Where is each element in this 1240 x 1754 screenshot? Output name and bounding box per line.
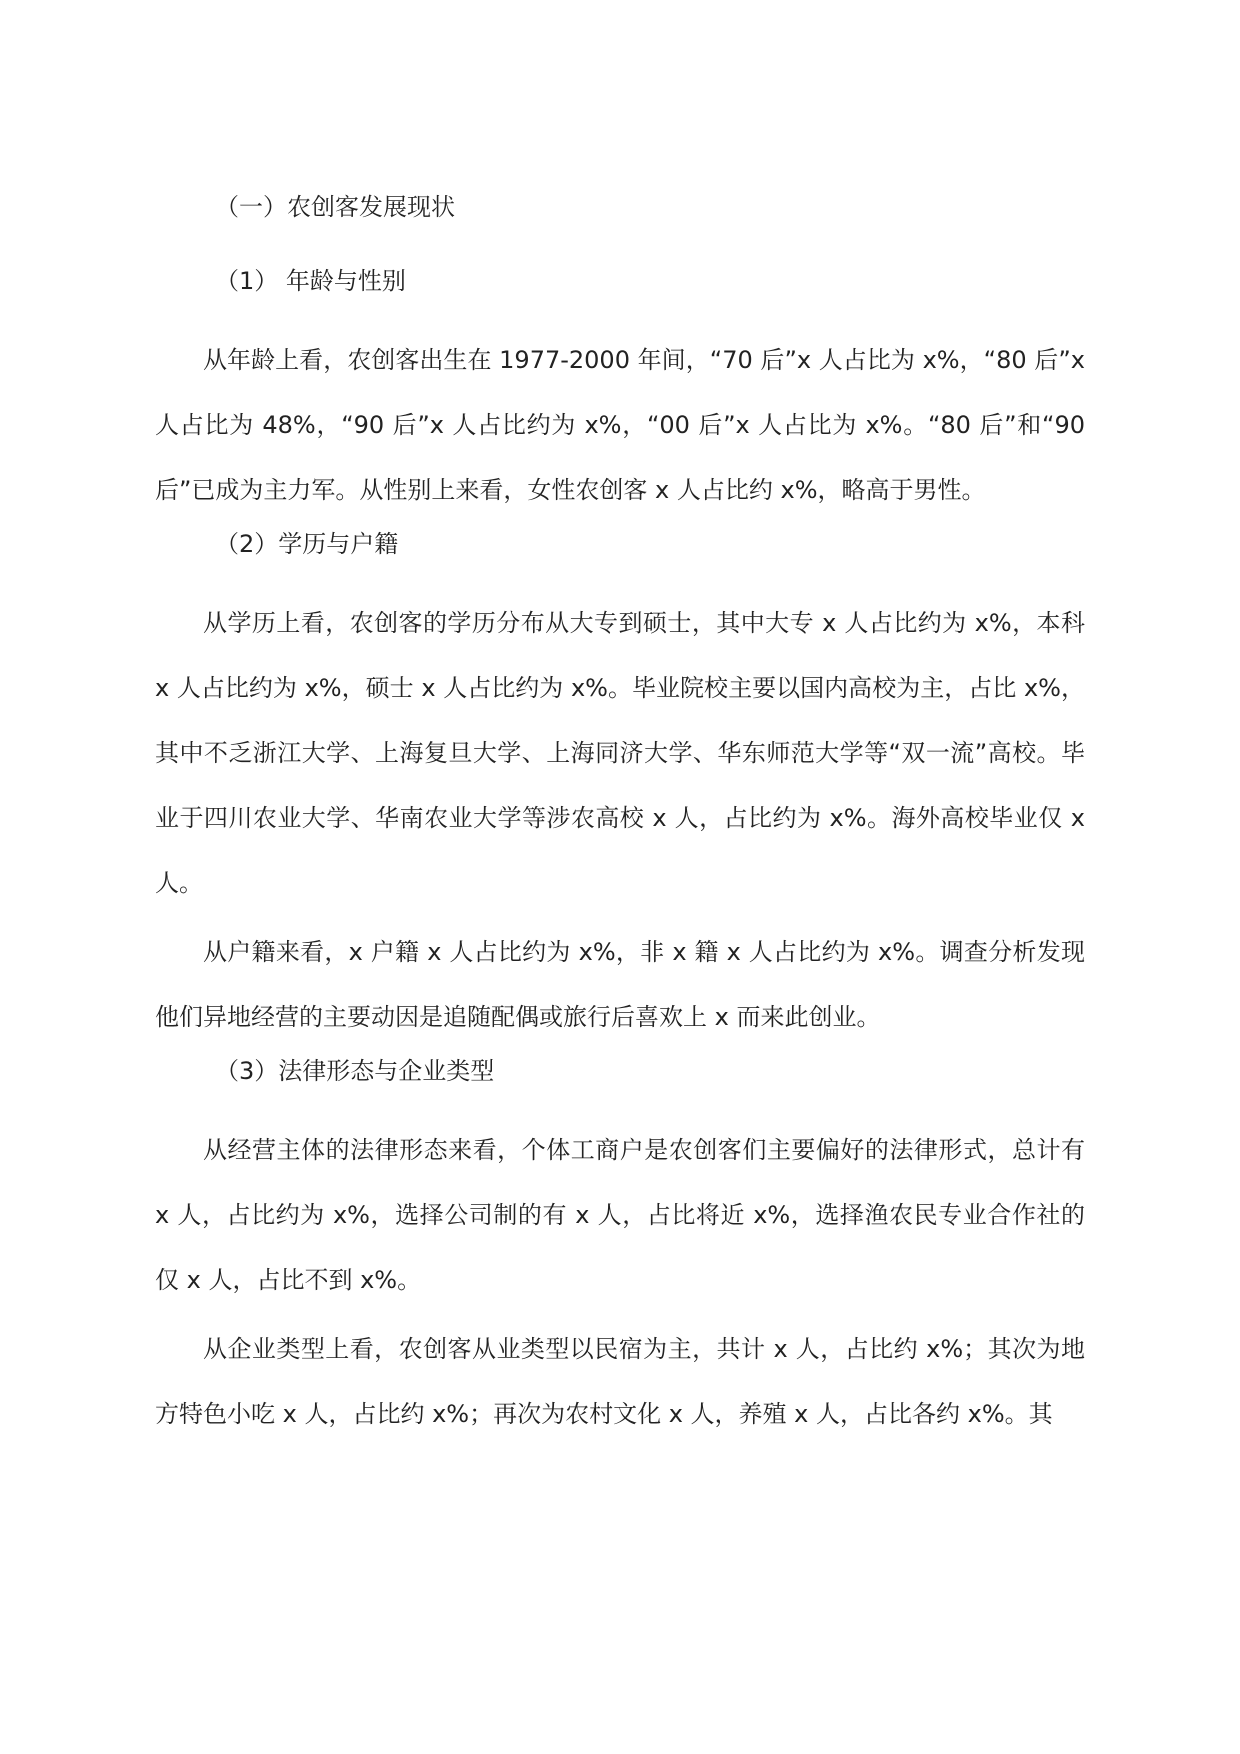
- paragraph-enterprise-type: 从企业类型上看，农创客从业类型以民宿为主，共计 x 人，占比约 x%；其次为地方特色小吃 x 人，占比约 x%；再次为农村文化 x 人，养殖 x 人，占比各约 x%。其: [155, 1335, 1085, 1428]
- paragraph-legal-form: 从经营主体的法律形态来看，个体工商户是农创客们主要偏好的法律形式，总计有 x 人，占比约为 x%，选择公司制的有 x 人，占比将近 x%，选择渔农民专业合作社的仅 x 人，占比不到 x%。: [155, 1136, 1085, 1294]
- document-body: [155, 190, 1085, 1447]
- paragraph-age-gender: 从年龄上看，农创客出生在 1977-2000 年间，“70 后”x 人占比为 x%，“80 后”x 人占比为 48%，“90 后”x 人占比约为 x%，“00 后”x 人占比为 x%。“80 后”和“90 后”已成为主力军。从性别上来看，女性农创客 x 人占比约 x%，略高于男性。: [155, 346, 1085, 504]
- section-title: （一）农创客发展现状: [215, 193, 455, 221]
- subsection-heading-age-gender: （1） 年龄与性别: [215, 267, 406, 295]
- subsection-heading-education-household: （2）学历与户籍: [215, 530, 399, 558]
- paragraph-household-registration: 从户籍来看，x 户籍 x 人占比约为 x%，非 x 籍 x 人占比约为 x%。调查分析发现他们异地经营的主要动因是追随配偶或旅行后喜欢上 x 而来此创业。: [155, 938, 1085, 1031]
- paragraph-education: 从学历上看，农创客的学历分布从大专到硕士，其中大专 x 人占比约为 x%，本科 x 人占比约为 x%，硕士 x 人占比约为 x%。毕业院校主要以国内高校为主，占比 x%，其中不乏浙江大学、上海复旦大学、上海同济大学、华东师范大学等“双一流”高校。毕业于四川农业大学、华南农业大学等涉农高校 x 人，占比约为 x%。海外高校毕业仅 x 人。: [155, 609, 1085, 897]
- subsection-heading-legal-form-enterprise: （3）法律形态与企业类型: [215, 1057, 495, 1085]
